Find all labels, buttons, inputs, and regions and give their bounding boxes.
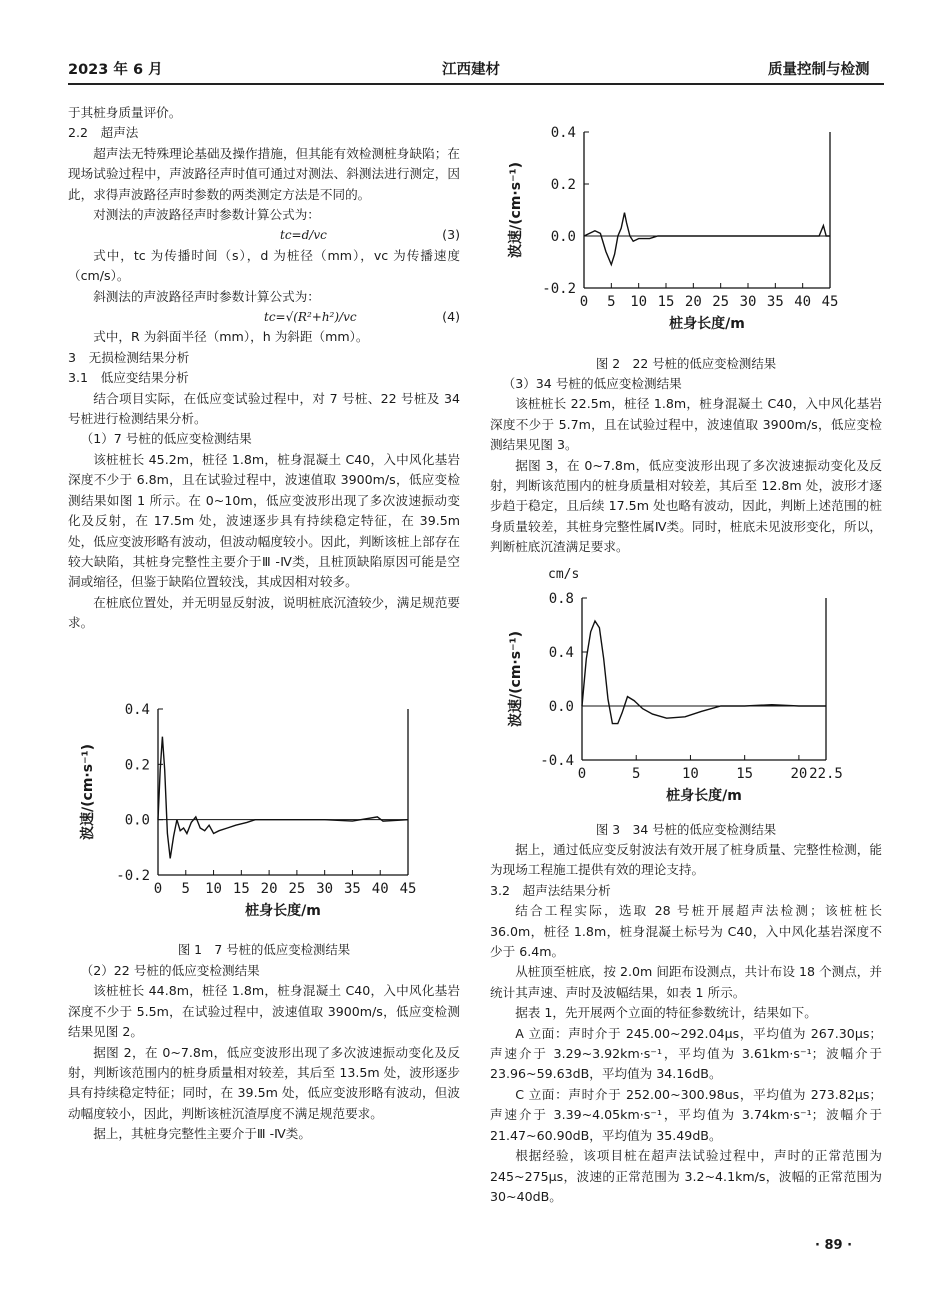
- x-tick-label: 30: [739, 294, 757, 310]
- figure-1-caption: 图 1 7 号桩的低应变检测结果: [177, 942, 351, 957]
- series-line: [584, 213, 830, 265]
- x-tick-label: 5: [632, 766, 641, 782]
- x-tick-label: 0: [577, 766, 587, 782]
- paragraph: 根据经验，该项目桩在超声法试验过程中，声时的正常范围为 245~275μs，波速的正常范围为 3.2~4.1km/s，波幅的正常范围为 30~40dB。: [490, 1148, 882, 1204]
- x-tick-label: 5: [607, 294, 616, 310]
- paragraph: 据图 2，在 0~7.8m，低应变波形出现了多次波速振动变化及反射，判断该范围内的桩身质量相对较差，其后至 13.5m 处，波形逐步具有持续稳定特征；同时，在 39.5m 处，低应变波形略有波动，但波动幅度较小，因此，判断该桩沉渣厚度不满足规范要求。: [68, 1044, 460, 1121]
- figure-1-chart: [70, 695, 462, 935]
- x-tick-label: 22.5: [809, 766, 843, 782]
- paragraph: 式中，R 为斜面半径（mm），h 为斜距（mm）。: [93, 329, 369, 345]
- section-heading: 3.1 低应变结果分析: [68, 370, 189, 386]
- section-heading: 3.2 超声法结果分析: [490, 882, 611, 898]
- x-axis-label: 桩身长度/m: [666, 788, 742, 804]
- x-tick-label: 45: [821, 294, 839, 310]
- left-column-lower: [68, 961, 460, 1145]
- y-tick-label: -0.2: [116, 868, 150, 884]
- equation-4: [68, 307, 460, 327]
- x-tick-label: 15: [736, 766, 754, 782]
- paragraph: 对测法的声波路径声时参数计算公式为：: [93, 207, 320, 223]
- x-tick-label: 15: [232, 881, 250, 897]
- sub-heading: （3）34 号桩的低应变检测结果: [502, 376, 682, 391]
- y-tick-label: -0.4: [540, 753, 574, 769]
- y-axis-label: 波速/(cm·s⁻¹): [508, 162, 524, 258]
- x-tick-label: 35: [766, 294, 784, 310]
- y-tick-label: 0.0: [550, 229, 576, 245]
- x-tick-label: 5: [181, 881, 190, 897]
- equation-number: (3): [442, 227, 460, 243]
- paragraph: 据表 1，先开展两个立面的特征参数统计，结果如下。: [515, 1005, 817, 1021]
- paragraph: 该桩桩长 45.2m，桩径 1.8m，桩身混凝土 C40，入中风化基岩深度不少于 6.8m，且在试验过程中，波速值取 3900m/s，低应变检测结果如图 1 所示。在 0~10m，低应变波形出现了多次波速振动变化及反射，在 17.5m 处，波速逐步具有持续稳定特征，在 39.5m 处，低应变波形略有波动，但波动幅度较小。因此，判断该桩上部存在较大缺陷，其桩身完整性主要介于Ⅲ -Ⅳ类，且桩顶缺陷原因可能是空洞或缩径，但鉴于缺陷位置较浅，其成因相对较多。: [68, 451, 460, 590]
- paragraph: 结合工程实际，选取 28 号桩开展超声法检测；该桩桩长 36.0m，桩径 1.8m，桩身混凝土标号为 C40，入中风化基岩深度不少于 6.4m。: [490, 903, 882, 960]
- equation-formula: tc=√(R²+h²)/vc: [264, 310, 357, 325]
- paragraph: 据上，其桩身完整性主要介于Ⅲ -Ⅳ类。: [93, 1126, 311, 1142]
- x-tick-label: 0: [153, 881, 163, 897]
- x-tick-label: 0: [579, 294, 589, 310]
- page-number: · 89 ·: [815, 1238, 853, 1253]
- x-tick-label: 25: [712, 294, 730, 310]
- x-tick-label: 15: [657, 294, 675, 310]
- figure-3-caption: 图 3 34 号桩的低应变检测结果: [595, 822, 777, 837]
- y-tick-label: 0.0: [548, 699, 574, 715]
- figure-2-caption: 图 2 22 号桩的低应变检测结果: [595, 356, 777, 371]
- paragraph: 结合项目实际，在低应变试验过程中，对 7 号桩、22 号桩及 34 号桩进行检测结果分析。: [68, 390, 460, 427]
- x-tick-label: 10: [205, 881, 222, 897]
- paragraph: 于其桩身质量评价。: [68, 105, 182, 120]
- equation-3: [68, 225, 460, 245]
- y-tick-label: 0.4: [548, 645, 574, 661]
- x-tick-label: 20: [260, 881, 278, 897]
- x-tick-label: 10: [630, 294, 648, 310]
- header-date: 2023 年 6 月: [68, 62, 163, 78]
- paragraph: 超声法无特殊理论基础及操作措施，但其能有效检测桩身缺陷；在现场试验过程中，声波路径声时值可通过对测法、斜测法进行测定，因此，求得声波路径声时参数的两类测定方法是不同的。: [68, 145, 460, 202]
- x-axis-label: 桩身长度/m: [669, 316, 745, 332]
- paragraph: 该桩桩长 44.8m，桩径 1.8m，桩身混凝土 C40，入中风化基岩深度不少于 5.5m，在试验过程中，波速值取 3900m/s，低应变检测结果见图 2。: [68, 983, 460, 1040]
- paragraph: C 立面：声时介于 252.00~300.98us，平均值为 273.82μs；声速介于 3.39~4.05km·s⁻¹，平均值为 3.74km·s⁻¹；波幅介于 21.47~60.90dB，平均值为 35.49dB。: [490, 1086, 882, 1143]
- y-tick-label: 0.2: [124, 757, 150, 774]
- equation-formula: tc=d/vc: [280, 228, 327, 243]
- x-axis-label: 桩身长度/m: [245, 903, 321, 919]
- y-axis-label: 波速/(cm·s⁻¹): [508, 631, 524, 727]
- y-tick-label: -0.2: [542, 281, 576, 297]
- x-tick-label: 45: [399, 881, 417, 897]
- x-tick-label: 35: [344, 881, 361, 897]
- paragraph: 该桩桩长 22.5m，桩径 1.8m，桩身混凝土 C40，入中风化基岩深度不少于 5.7m，且在试验过程中，波速值取 3900m/s，低应变检测结果见图 3。: [490, 396, 882, 453]
- x-tick-label: 40: [794, 294, 812, 310]
- x-tick-label: 10: [682, 766, 699, 782]
- y-axis-label: 波速/(cm·s⁻¹): [80, 744, 96, 840]
- series-line: [158, 737, 408, 859]
- equation-number: (4): [442, 309, 460, 325]
- right-column-lower: [490, 840, 882, 1207]
- unit-label: cm/s: [548, 567, 580, 582]
- x-tick-label: 40: [371, 881, 389, 897]
- section-heading: 2.2 超声法: [68, 125, 139, 141]
- paragraph: 在桩底位置处，并无明显反射波，说明桩底沉渣较少，满足规范要求。: [68, 594, 460, 631]
- header-section: 质量控制与检测: [768, 62, 870, 78]
- header-journal: 江西建材: [442, 62, 500, 78]
- right-column-upper: [490, 374, 882, 558]
- y-tick-label: 0.0: [124, 812, 150, 829]
- x-tick-label: 25: [288, 881, 306, 897]
- sub-heading: （1）7 号桩的低应变检测结果: [80, 431, 252, 447]
- y-tick-label: 0.2: [550, 177, 576, 193]
- left-column: [68, 103, 460, 634]
- paragraph: 据上，通过低应变反射波法有效开展了桩身质量、完整性检测，能为现场工程施工提供有效的理论支持。: [490, 842, 882, 878]
- series-line: [582, 621, 826, 724]
- header-rule: [68, 83, 884, 85]
- paragraph: 从桩顶至桩底，按 2.0m 间距布设测点，共计布设 18 个测点，并统计其声速、声时及波幅结果，如表 1 所示。: [490, 964, 882, 1000]
- paragraph: 据图 3，在 0~7.8m，低应变波形出现了多次波速振动变化及反射，判断该范围内的桩身质量相对较差，其后至 12.8m 处，波形才逐步趋于稳定，且后续 17.5m 处也略有波动，因此，判断上述范围的桩身质量较差，其桩身完整性属Ⅳ类。同时，桩底未见波形变化，所以，判断桩底沉渣满足要求。: [490, 457, 882, 555]
- section-heading: 3 无损检测结果分析: [68, 349, 190, 365]
- figure-3-chart: [500, 566, 890, 814]
- paragraph: A 立面：声时介于 245.00~292.04μs，平均值为 267.30μs；声速介于 3.29~3.92km·s⁻¹，平均值为 3.61km·s⁻¹；波幅介于 23.96~59.63dB，平均值为 34.16dB。: [490, 1025, 882, 1082]
- x-tick-label: 20: [684, 294, 702, 310]
- y-tick-label: 0.4: [124, 702, 150, 718]
- x-tick-label: 20: [790, 766, 808, 782]
- paragraph: 斜测法的声波路径声时参数计算公式为：: [93, 288, 320, 304]
- paragraph: 式中，tc 为传播时间（s），d 为桩径（mm），vc 为传播速度（cm/s）。: [68, 247, 460, 284]
- y-tick-label: 0.4: [550, 125, 576, 141]
- figure-2-chart: [500, 118, 890, 346]
- x-tick-label: 30: [316, 881, 334, 897]
- sub-heading: （2）22 号桩的低应变检测结果: [80, 963, 260, 978]
- y-tick-label: 0.8: [548, 591, 574, 607]
